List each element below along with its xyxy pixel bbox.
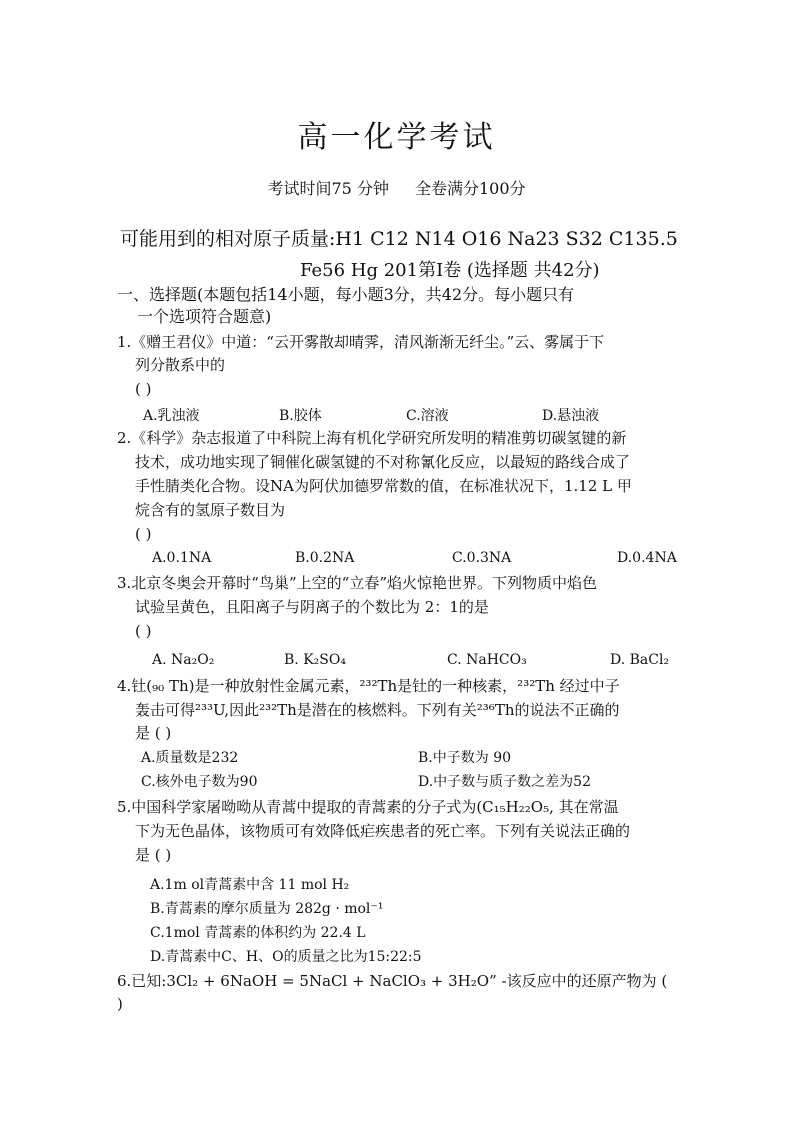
exam-time: 考试时间75 分钟 <box>267 179 389 198</box>
question-2-option-a: A.0.1NA <box>152 550 212 566</box>
question-2-option-d: D.0.4NA <box>617 550 677 566</box>
question-2-option-b: B.0.2NA <box>295 550 355 566</box>
question-5-option-a: A.1m ol青蒿素中含 11 mol H₂ <box>150 877 350 893</box>
question-5-line1: 5.中国科学家屠呦呦从青蒿中提取的青蒿素的分子式为(C₁₅H₂₂O₅, 其在常温 <box>117 798 619 816</box>
question-6-line1: 6.已知:3Cl₂ + 6NaOH = 5NaCl + NaClO₃ + 3H₂O” -该反应中的还原产物为 ( <box>117 972 668 990</box>
question-2-line3: 手性腈类化合物。设NA为阿伏加德罗常数的值，在标准状况下，1.12 L 甲 <box>135 477 632 495</box>
question-5-option-d: D.青蒿素中C、H、O的质量之比为15:22:5 <box>150 949 422 965</box>
question-5-line3: 是 ( ) <box>135 846 172 864</box>
question-3-option-c: C. NaHCO₃ <box>447 652 527 668</box>
question-2-line4: 烷含有的氢原子数目为 <box>135 501 286 519</box>
question-2-line2: 技术，成功地实现了铜催化碳氢键的不对称氰化反应，以最短的路线合成了 <box>135 453 631 471</box>
question-3-answer-paren: ( ) <box>135 622 152 640</box>
question-4-option-a: A.质量数是232 <box>141 750 239 766</box>
question-1-option-d: D.悬浊液 <box>542 408 600 424</box>
atomic-masses-line2: Fe56 Hg 201第Ⅰ卷 (选择题 共42分) <box>300 260 600 281</box>
question-4-option-b: B.中子数为 90 <box>418 750 512 766</box>
question-3-option-d: D. BaCl₂ <box>610 652 670 668</box>
question-1-option-c: C.溶液 <box>406 408 449 424</box>
section-heading: 一、选择题(本题包括14小题，每小题3分，共42分。每小题只有 <box>117 285 575 304</box>
question-1-line1: 1.《赠王君仪》中道：“云开雾散却晴霁，清风渐渐无纤尘。”云、雾属于下 <box>117 333 605 351</box>
section-heading-cont: 一个选项符合题意) <box>137 307 272 326</box>
question-5-line2: 下为无色晶体，该物质可有效降低疟疾患者的死亡率。下列有关说法正确的 <box>135 822 631 840</box>
exam-info <box>0 176 793 199</box>
question-4-line2: 轰击可得²³³U,因此²³²Th是潜在的核燃料。下列有关²³⁶Th的说法不正确的 <box>135 701 620 719</box>
atomic-masses-line1: 可能用到的相对原子质量:H1 C12 N14 O16 Na23 S32 C135.5 <box>120 228 678 250</box>
question-3-line1: 3.北京冬奥会开幕时“鸟巢”上空的“立春”焰火惊艳世界。下列物质中焰色 <box>117 574 597 592</box>
question-1-line2: 列分散系中的 <box>135 356 226 374</box>
question-4-line1: 4.钍(₉₀ Th)是一种放射性金属元素，²³²Th是钍的一种核素，²³²Th 经过中子 <box>117 677 620 695</box>
question-2-answer-paren: ( ) <box>135 525 152 543</box>
question-4-option-c: C.核外电子数为90 <box>141 774 258 790</box>
question-5-option-c: C.1mol 青蒿素的体积约为 22.4 L <box>150 925 366 941</box>
question-5-option-b: B.青蒿素的摩尔质量为 282g · mol⁻¹ <box>150 901 384 917</box>
question-3-line2: 试验呈黄色，且阳离子与阴离子的个数比为 2：1的是 <box>135 598 489 616</box>
question-2-option-c: C.0.3NA <box>452 550 512 566</box>
question-1-option-b: B.胶体 <box>279 408 322 424</box>
question-1-option-a: A.乳浊液 <box>143 408 200 424</box>
question-4-line3: 是 ( ) <box>135 724 172 742</box>
question-6-line2: ) <box>117 995 123 1013</box>
question-2-line1: 2.《科学》杂志报道了中科院上海有机化学研究所发明的精准剪切碳氢键的新 <box>117 429 627 447</box>
full-score: 全卷满分100分 <box>414 179 526 198</box>
page-title: 高一化学考试 <box>297 120 496 155</box>
question-4-option-d: D.中子数与质子数之差为52 <box>418 774 591 790</box>
question-3-option-a: A. Na₂O₂ <box>152 652 215 668</box>
question-1-answer-paren: ( ) <box>135 380 152 398</box>
question-3-option-b: B. K₂SO₄ <box>284 652 346 668</box>
